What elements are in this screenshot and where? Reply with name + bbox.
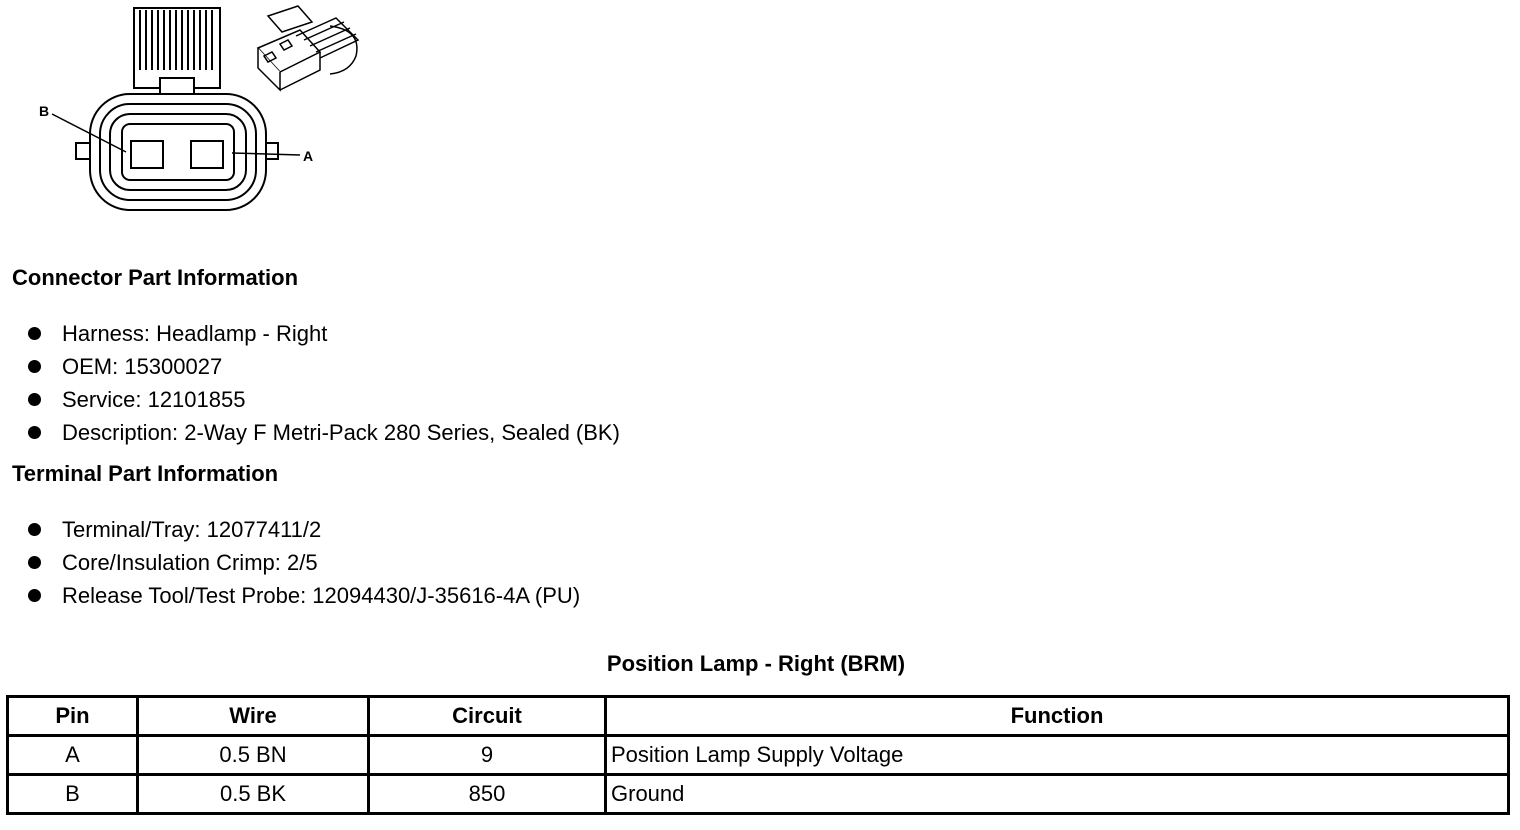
table-title: Position Lamp - Right (BRM) xyxy=(606,651,906,676)
connector-body xyxy=(90,94,266,210)
terminal-part-info-heading: Terminal Part Information xyxy=(12,461,279,486)
cell-circuit: 9 xyxy=(369,736,606,775)
cavity-pin-b xyxy=(131,141,163,168)
connector-isometric-view xyxy=(258,6,358,90)
cell-circuit: 850 xyxy=(369,775,606,814)
header-pin: Pin xyxy=(8,697,138,736)
bullet-icon xyxy=(28,360,41,373)
pin-a-label: A xyxy=(303,148,314,164)
connector-part-info-list xyxy=(28,317,620,449)
list-item xyxy=(28,383,620,416)
table-row xyxy=(8,775,1509,814)
cell-wire: 0.5 BN xyxy=(138,736,369,775)
list-item xyxy=(28,513,580,546)
list-item-text: Core/Insulation Crimp: 2/5 xyxy=(62,550,318,575)
header-circuit: Circuit xyxy=(369,697,606,736)
connector-part-info-heading: Connector Part Information xyxy=(12,265,299,290)
bullet-icon xyxy=(28,393,41,406)
list-item xyxy=(28,579,580,612)
bullet-icon xyxy=(28,556,41,569)
terminal-part-info-list xyxy=(28,513,580,612)
bullet-icon xyxy=(28,523,41,536)
list-item-text: Terminal/Tray: 12077411/2 xyxy=(62,517,322,542)
list-item xyxy=(28,350,620,383)
cell-wire: 0.5 BK xyxy=(138,775,369,814)
bullet-icon xyxy=(28,426,41,439)
pin-b-label: B xyxy=(39,103,50,119)
list-item-text: Release Tool/Test Probe: 12094430/J-35616-4A (PU) xyxy=(62,583,581,608)
list-item-text: Harness: Headlamp - Right xyxy=(62,321,328,346)
cell-function: Position Lamp Supply Voltage xyxy=(606,736,1509,775)
connector-diagram xyxy=(0,0,380,230)
bullet-icon xyxy=(28,327,41,340)
cell-pin: A xyxy=(8,736,138,775)
cavity-pin-a xyxy=(191,141,223,168)
table-header-row xyxy=(8,697,1509,736)
cell-pin: B xyxy=(8,775,138,814)
header-wire: Wire xyxy=(138,697,369,736)
connector-latch xyxy=(134,8,220,96)
list-item xyxy=(28,546,580,579)
header-function: Function xyxy=(606,697,1509,736)
table-row xyxy=(8,736,1509,775)
list-item-text: Service: 12101855 xyxy=(62,387,246,412)
list-item-text: Description: 2-Way F Metri-Pack 280 Series, Sealed (BK) xyxy=(62,420,620,445)
list-item-text: OEM: 15300027 xyxy=(62,354,223,379)
bullet-icon xyxy=(28,589,41,602)
list-item xyxy=(28,317,620,350)
list-item xyxy=(28,416,620,449)
cell-function: Ground xyxy=(606,775,1509,814)
pinout-table xyxy=(6,695,1510,815)
